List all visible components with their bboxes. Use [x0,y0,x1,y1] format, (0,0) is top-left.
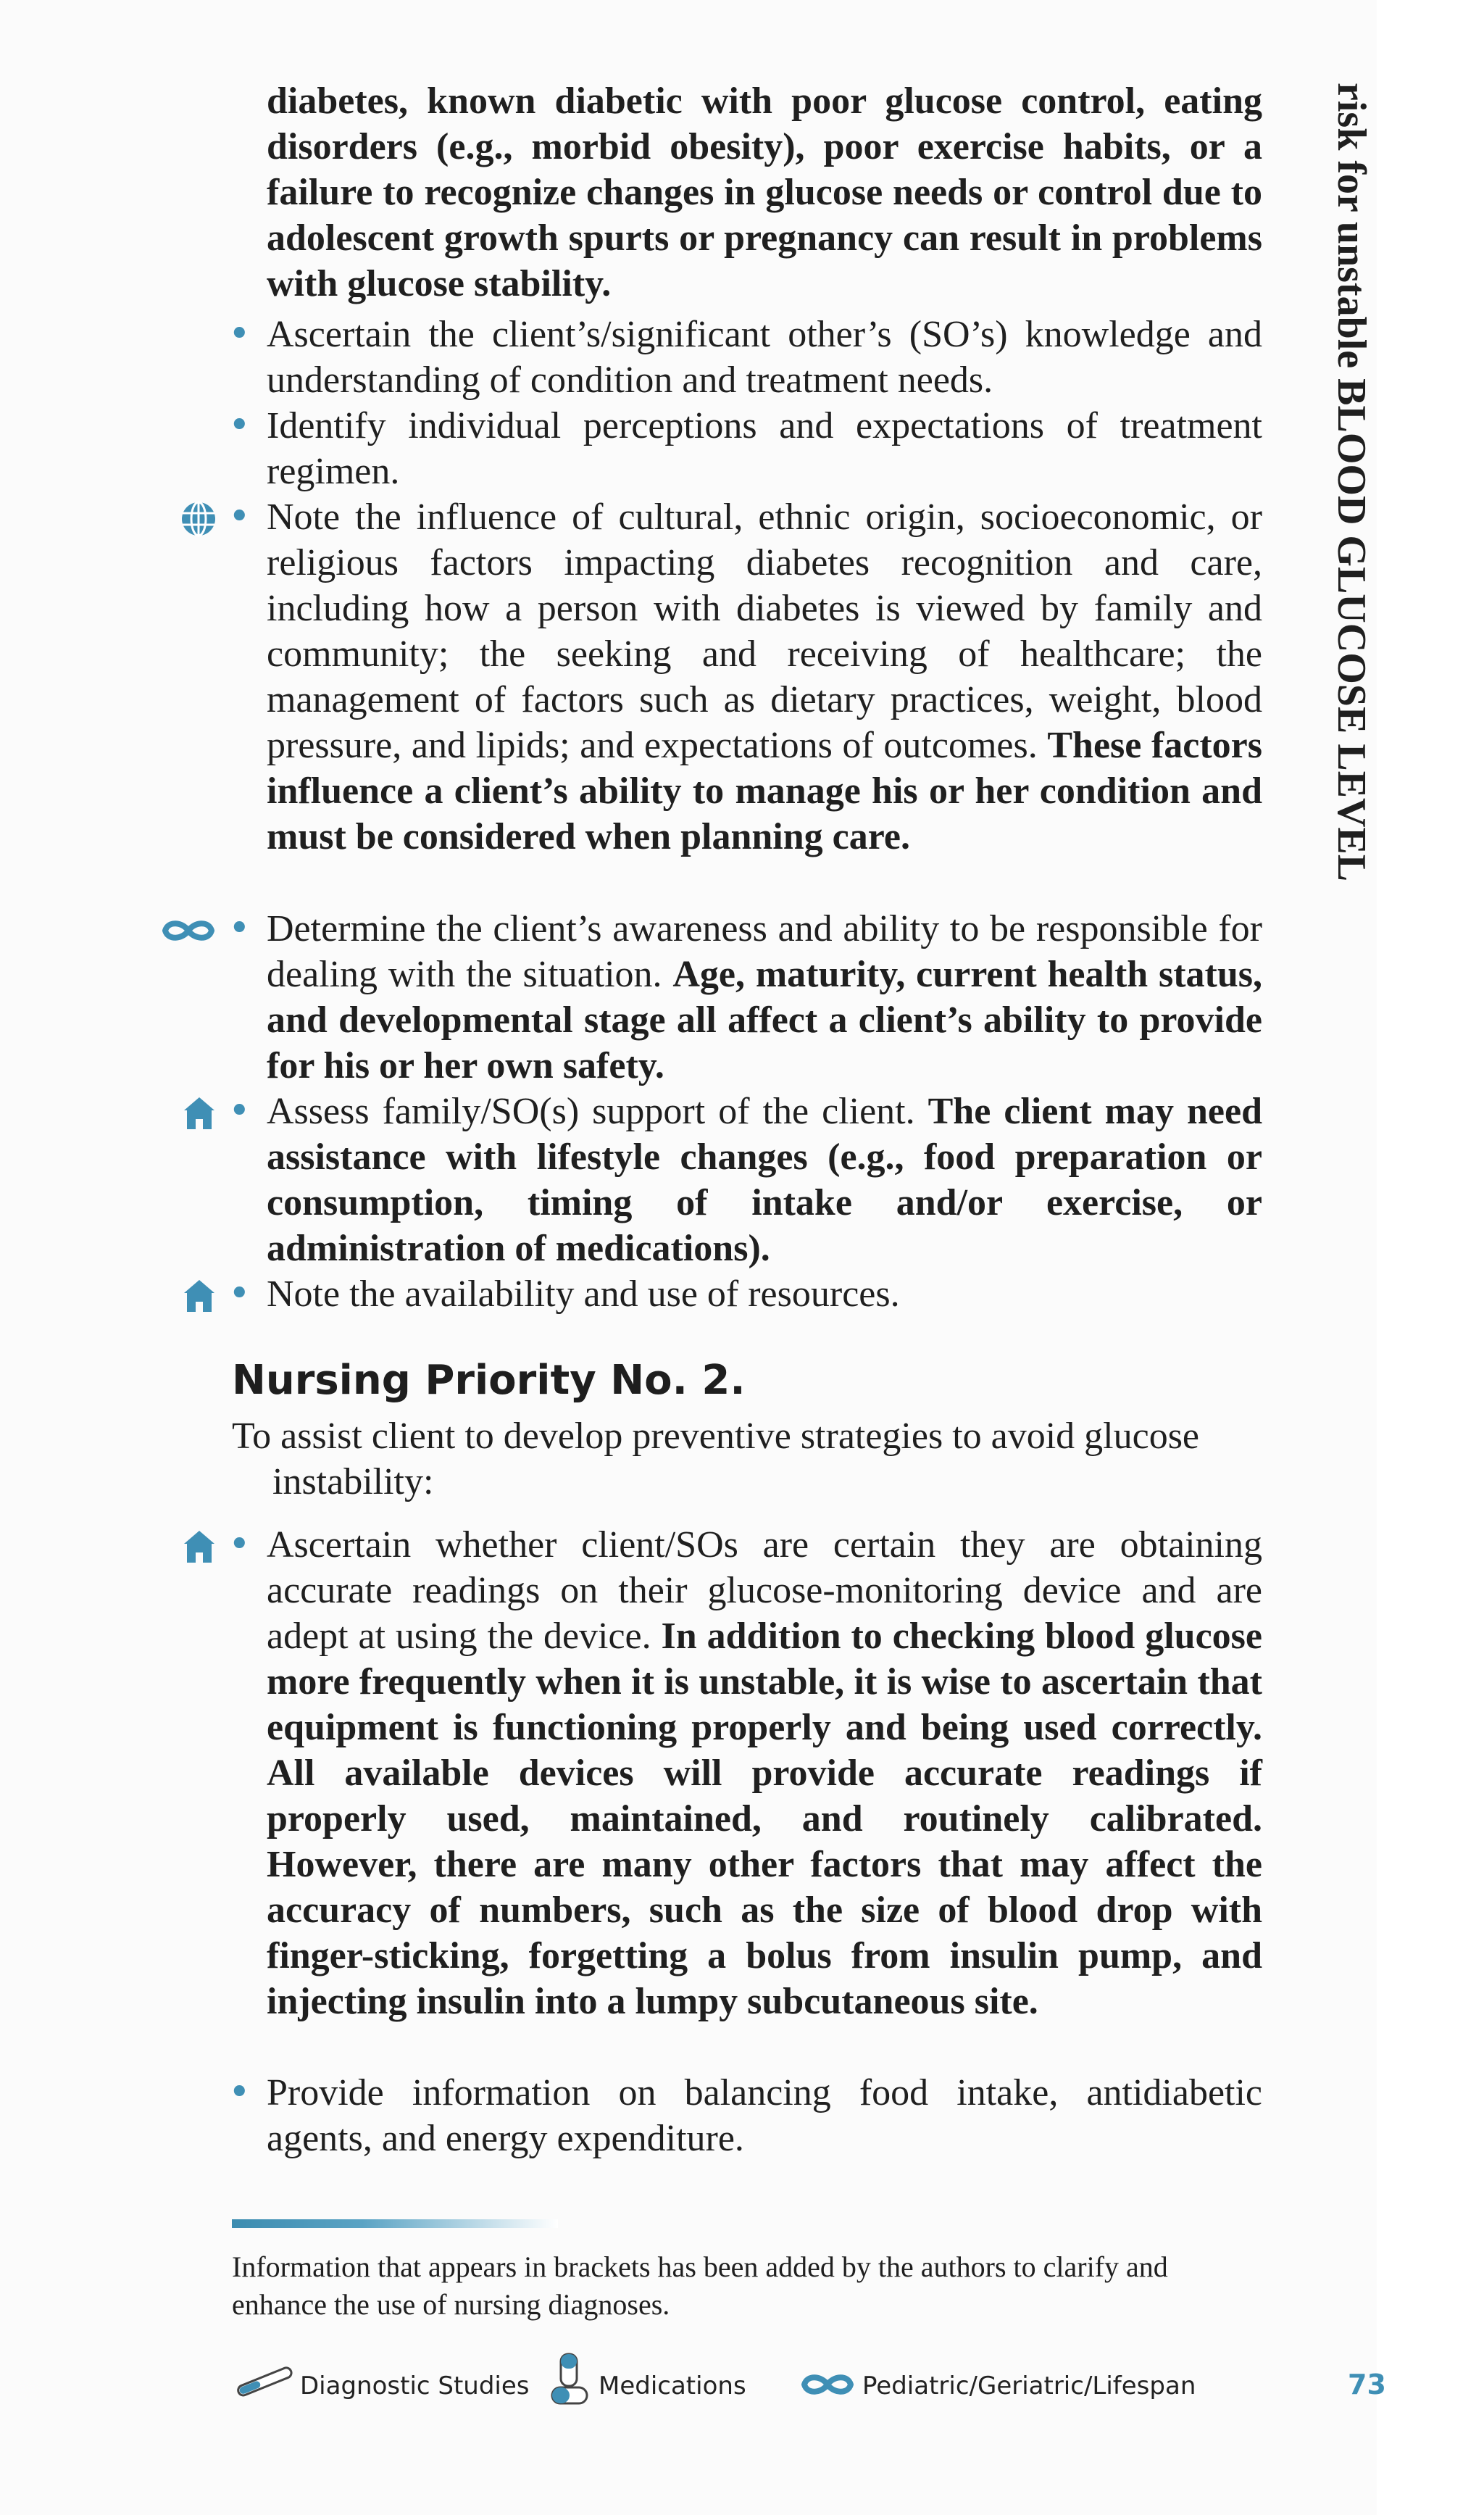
item-text: Ascertain the client’s/significant other’s (SO’s) knowledge and understanding of condition and treatment needs. [267,314,1262,401]
item-text: Identify individual perceptions and expectations of treatment regimen. [267,405,1262,492]
item-rationale: The client may need assistance with lifestyle changes (e.g., food preparation or consumption, timing of intake and/or exercise, or administration of medications). [267,1091,1262,1269]
home-icon [181,1528,217,1566]
page-number: 73 [1348,2369,1386,2400]
bullet-dot: • [228,907,251,950]
item-text: Ascertain whether client/SOs are certain they are obtaining accurate readings on their glucose-monitoring device and are adept at using the device. [267,1524,1262,1657]
legend-item-lifespan [797,2356,1261,2414]
priority-heading: Nursing Priority No. 2. [232,1357,746,1404]
infinity-icon [158,918,219,944]
item-text: Assess family/SO(s) support of the client. [267,1091,915,1132]
legend-label: Medications [599,2371,746,2400]
infinity-icon [797,2371,858,2398]
legend-item-medications [551,2356,797,2414]
legend-item-diagnostic [232,2356,536,2414]
home-icon [181,1277,217,1315]
priority-text-line1: To assist client to develop preventive strategies to avoid glucose [232,1416,1200,1457]
item-text: Provide information on balancing food intake, antidiabetic agents, and energy expenditure. [267,2072,1262,2159]
bullet-dot: • [228,1272,251,1315]
item-text: Note the influence of cultural, ethnic origin, socioeconomic, or religious factors impacting diabetes recognition and care, including how a person with diabetes is viewed by family and community; the seeking and receiving of healthcare; the management of factors such as dietary practices, weight, blood pressure, and lipids; and expectations of outcomes. [267,496,1262,766]
bullet-dot: • [228,2071,251,2114]
legend-label: Pediatric/Geriatric/Lifespan [862,2371,1196,2400]
footnote: Information that appears in brackets has been added by the authors to clarify and enhance the use of nursing diagnoses. [232,2250,1168,2321]
pill-bottle-icon [551,2351,593,2408]
home-icon [181,1094,217,1132]
bullet-dot: • [228,1523,251,1566]
globe-icon [180,500,217,538]
item-rationale: Age, maturity, current health status, and developmental stage all affect a client’s ability to provide for his or her own safety. [267,954,1263,1086]
bullet-dot: • [228,404,251,447]
item-text: Note the availability and use of resources. [267,1273,900,1315]
legend-label: Diagnostic Studies [300,2371,530,2400]
footnote-rule [232,2219,558,2228]
item-rationale: In addition to checking blood glucose more frequently when it is unstable, it is wise to ascertain that equipment is functioning properly and being used correctly. All available devices will provide accurate readings if properly used, maintained, and routinely calibrated. However, there are many other factors that may affect the accuracy of numbers, such as the size of blood drop with finger-sticking, forgetting a bolus from insulin pump, and injecting insulin into a lumpy subcutaneous site. [267,1616,1262,2022]
running-head: risk for unstable BLOOD GLUCOSE LEVEL [1329,83,1374,882]
bullet-dot: • [228,312,251,356]
test-tube-icon [232,2363,297,2399]
priority-statement [232,1413,1262,1505]
item-rationale: These factors influence a client’s ability to manage his or her condition and must be considered when planning care. [267,725,1262,857]
lead-paragraph: diabetes, known diabetic with poor glucose control, eating disorders (e.g., morbid obesity), poor exercise habits, or a failure to recognize changes in glucose needs or control due to adolescent growth spurts or pregnancy can result in problems with glucose stability. [267,80,1262,304]
item-text: Determine the client’s awareness and ability to be responsible for dealing with the situation. [267,908,1262,995]
bullet-dot: • [228,1089,251,1133]
bullet-dot: • [228,495,251,539]
icon-legend [232,2356,1377,2414]
priority-text-line2: instability: [272,1461,434,1502]
